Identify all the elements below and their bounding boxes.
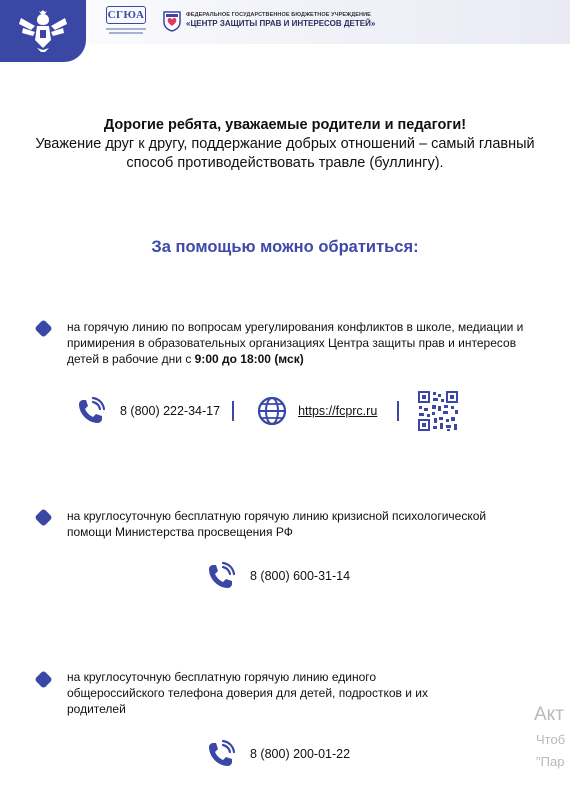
watermark-line-1: Акт	[534, 704, 564, 725]
phone-number-2[interactable]: 8 (800) 600-31-14	[250, 569, 351, 583]
emblem-logo	[0, 0, 86, 62]
intro-greeting: Дорогие ребята, уважаемые родители и педагоги!	[103, 117, 467, 133]
qr-code-icon[interactable]	[417, 390, 459, 432]
contact-row-1	[76, 390, 459, 432]
phone-icon	[206, 739, 236, 769]
contact-row-3	[206, 739, 350, 769]
bullet-diamond-icon	[34, 319, 52, 337]
bullet-diamond-icon	[34, 670, 52, 688]
sgua-logo	[104, 6, 148, 38]
bullet-diamond-icon	[34, 508, 52, 526]
sgua-logo-text: СГЮА	[106, 6, 146, 24]
help-heading: За помощью можно обратиться:	[151, 238, 419, 256]
watermark-line-3: "Пар	[536, 754, 565, 769]
divider	[397, 401, 399, 421]
center-logo-icon	[162, 10, 182, 32]
org-name-label: «ЦЕНТР ЗАЩИТЫ ПРАВ И ИНТЕРЕСОВ ДЕТЕЙ»	[186, 19, 376, 28]
org-type-label: ФЕДЕРАЛЬНОЕ ГОСУДАРСТВЕННОЕ БЮДЖЕТНОЕ УЧРЕЖДЕНИЕ	[186, 12, 371, 18]
phone-icon	[76, 396, 106, 426]
phone-number-3[interactable]: 8 (800) 200-01-22	[250, 747, 351, 761]
eagle-emblem-icon	[17, 8, 69, 54]
phone-number-1[interactable]: 8 (800) 222-34-17	[120, 404, 221, 418]
divider	[232, 401, 234, 421]
globe-icon	[256, 395, 288, 427]
contact-row-2	[206, 561, 350, 591]
hotline-trust-text: на круглосуточную бесплатную горячую линию единого общероссийского телефона доверия для детей, подростков и их родителей	[67, 670, 428, 716]
hotline-crisis-text: на круглосуточную бесплатную горячую линию кризисной психологической помощи Министерства просвещения РФ	[67, 509, 487, 539]
intro-message: Уважение друг к другу, поддержание добрых отношений – самый главный способ противодействовать травле (буллингу).	[35, 136, 535, 171]
intro-block	[30, 116, 540, 173]
phone-icon	[206, 561, 236, 591]
hotline-conflicts-text: на горячую линию по вопросам урегулирования конфликтов в школе, медиации и примирения в образовательных организациях Центра защиты прав и интересов детей в рабочие дни с 9:00 до 18:00 (мск)	[67, 320, 524, 366]
website-link[interactable]: https://fcprc.ru	[298, 404, 378, 418]
work-hours-text: 9:00 до 18:00 (мск)	[194, 352, 304, 366]
watermark-line-2: Чтоб	[536, 732, 566, 747]
